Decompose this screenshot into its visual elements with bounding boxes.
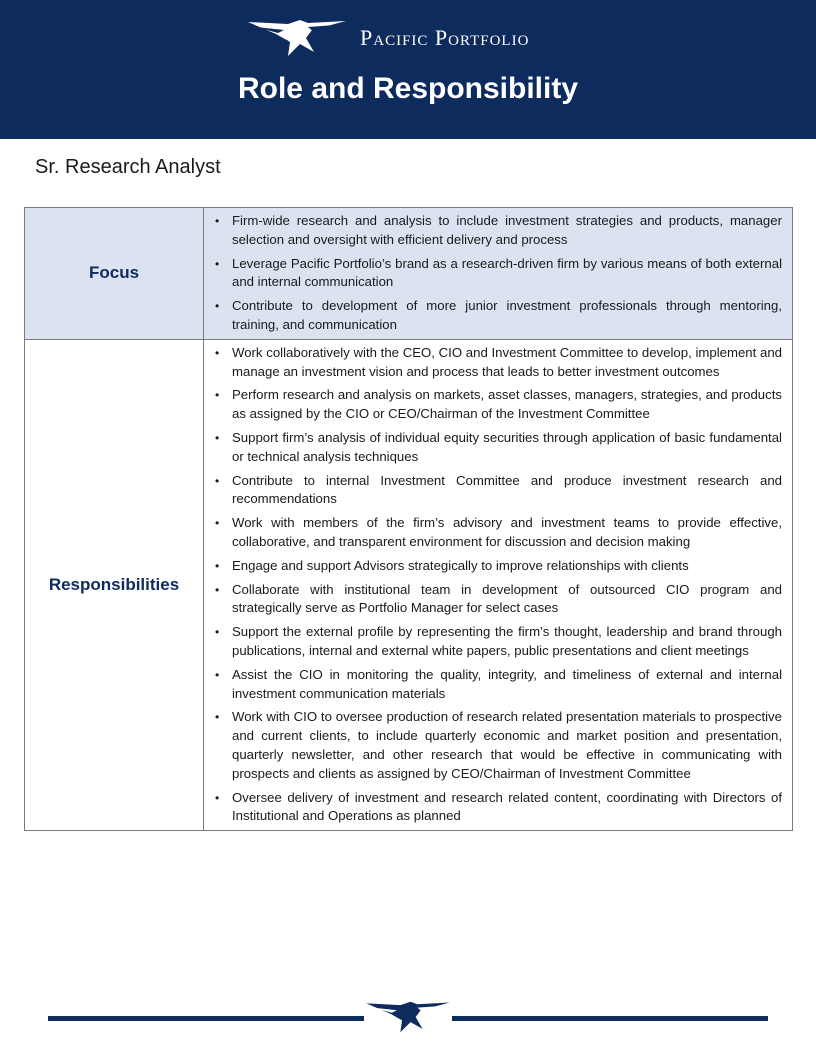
- responsibilities-list: [212, 344, 782, 826]
- brand-name: Pacific Portfolio: [360, 25, 530, 50]
- footer-rule-right: [452, 1016, 768, 1021]
- bullet-item: • Assist the CIO in monitoring the quality, integrity, and timeliness of external and internal investment communication materials: [212, 666, 782, 704]
- bullet-item: • Work collaboratively with the CEO, CIO and Investment Committee to develop, implement and manage an investment vision and process that leads to better investment outcomes: [212, 344, 782, 382]
- page-header: [0, 0, 816, 139]
- brand-logo: [248, 16, 529, 60]
- bullet-item: • Engage and support Advisors strategically to improve relationships with clients: [212, 557, 782, 576]
- page-footer: [48, 1000, 768, 1040]
- bullet-item: • Perform research and analysis on markets, asset classes, managers, strategies, and products as assigned by the CIO or CEO/Chairman of the Investment Committee: [212, 386, 782, 424]
- responsibilities-row: [25, 339, 793, 830]
- page-title: Role and Responsibility: [237, 72, 579, 105]
- bullet-item: • Leverage Pacific Portfolio’s brand as a research-driven firm by various means of both external and internal communication: [212, 255, 782, 293]
- focus-row: [25, 208, 793, 340]
- bullet-item: • Oversee delivery of investment and research related content, coordinating with Directors of Institutional and Operations as planned: [212, 789, 782, 827]
- responsibilities-label: Responsibilities: [25, 339, 204, 830]
- bullet-item: • Contribute to internal Investment Committee and produce investment research and recommendations: [212, 472, 782, 510]
- bullet-item: • Support firm’s analysis of individual equity securities through application of basic fundamental or technical analysis techniques: [212, 429, 782, 467]
- focus-label: Focus: [25, 208, 204, 340]
- eagle-icon: [248, 18, 346, 58]
- bullet-item: • Collaborate with institutional team in development of outsourced CIO program and strategically serve as Portfolio Manager for select cases: [212, 581, 782, 619]
- role-title: Sr. Research Analyst: [35, 156, 221, 178]
- bullet-item: • Work with CIO to oversee production of research related presentation materials to prospective and current clients, to include quarterly economic and market position and presentation, quarterly newsletter, and other research that would be effective in communicating with prospects and clients as assigned by CEO/Chairman of Investment Committee: [212, 708, 782, 783]
- focus-list: [212, 212, 782, 335]
- footer-rule-left: [48, 1016, 364, 1021]
- bullet-item: • Firm-wide research and analysis to include investment strategies and products, manager selection and oversight with efficient delivery and process: [212, 212, 782, 250]
- bullet-item: • Support the external profile by representing the firm’s thought, leadership and brand through publications, internal and external white papers, public presentations and client meetings: [212, 623, 782, 661]
- eagle-icon: [366, 1000, 450, 1034]
- focus-items: [204, 208, 793, 340]
- bullet-item: • Contribute to development of more junior investment professionals through mentoring, training, and communication: [212, 297, 782, 335]
- role-table: [24, 207, 793, 831]
- responsibilities-items: [204, 339, 793, 830]
- bullet-item: • Work with members of the firm’s advisory and investment teams to provide effective, collaborative, and transparent environment for discussion and decision making: [212, 514, 782, 552]
